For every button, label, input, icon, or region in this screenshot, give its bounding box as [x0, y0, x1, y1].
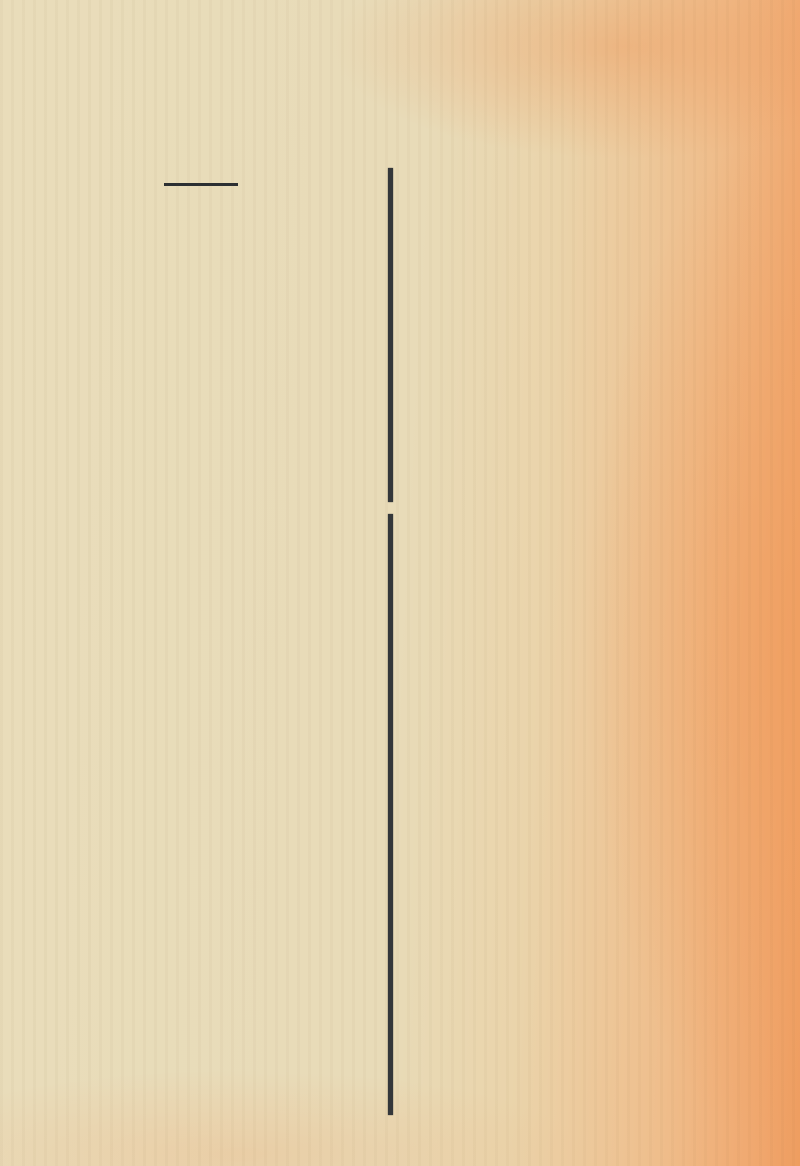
column-divider	[388, 514, 393, 1115]
ornament-border-left-icon	[0, 24, 11, 1166]
right-column	[398, 166, 792, 1158]
section-rule	[164, 183, 238, 186]
column-divider	[388, 168, 393, 502]
left-column	[16, 168, 386, 1158]
meander-border-top-icon	[0, 1, 800, 21]
